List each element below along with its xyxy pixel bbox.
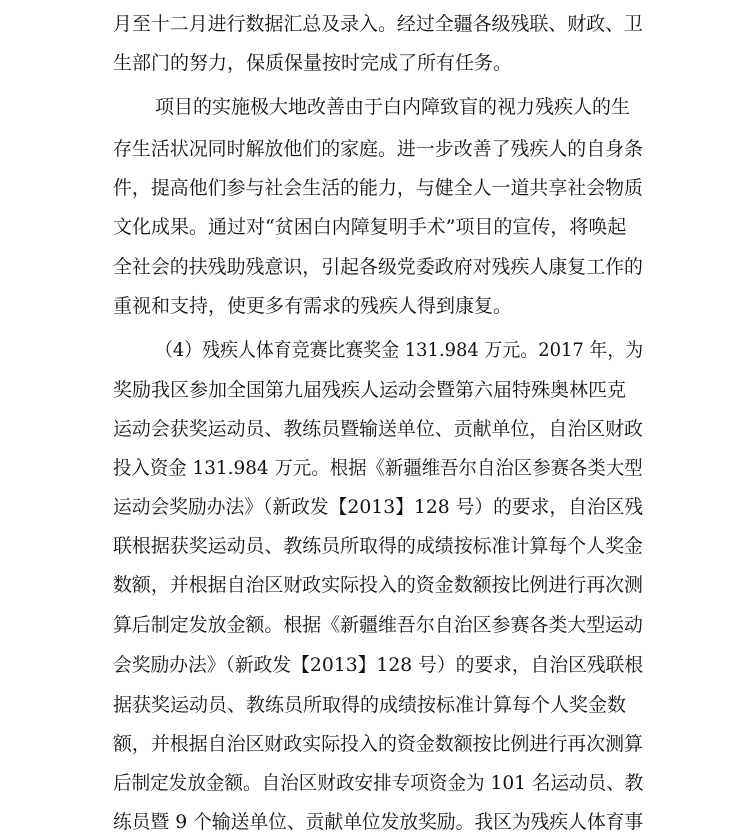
text-line: 运动会奖励办法》（新政发【2013】128 号）的要求，自治区残 bbox=[113, 496, 644, 518]
text-line: 后制定发放金额。自治区财政安排专项资金为 101 名运动员、教 bbox=[113, 772, 644, 794]
text-line: 奖励我区参加全国第九届残疾人运动会暨第六届特殊奥林匹克 bbox=[113, 379, 627, 401]
text-line: 项目的实施极大地改善由于白内障致盲的视力残疾人的生 bbox=[155, 96, 631, 118]
text-line: 练员暨 9 个输送单位、贡献单位发放奖励。我区为残疾人体育事 bbox=[113, 811, 644, 833]
text-line: 生部门的努力，保质保量按时完成了所有任务。 bbox=[113, 52, 513, 74]
text-line: 重视和支持，使更多有需求的残疾人得到康复。 bbox=[113, 295, 513, 317]
text-line: （4）残疾人体育竞赛比赛奖金 131.984 万元。2017 年，为 bbox=[155, 339, 644, 361]
text-line: 数额，并根据自治区财政实际投入的资金数额按比例进行再次测 bbox=[113, 574, 643, 596]
text-line: 存生活状况同时解放他们的家庭。进一步改善了残疾人的自身条 bbox=[113, 138, 643, 160]
text-line: 算后制定发放金额。根据《新疆维吾尔自治区参赛各类大型运动 bbox=[113, 614, 643, 636]
text-line: 联根据获奖运动员、教练员所取得的成绩按标准计算每个人奖金 bbox=[113, 535, 643, 557]
text-line: 件，提高他们参与社会生活的能力，与健全人一道共享社会物质 bbox=[113, 177, 643, 199]
text-line: 投入资金 131.984 万元。根据《新疆维吾尔自治区参赛各类大型 bbox=[113, 457, 643, 479]
text-line: 据获奖运动员、教练员所取得的成绩按标准计算每个人奖金数 bbox=[113, 694, 627, 716]
text-line: 全社会的扶残助残意识，引起各级党委政府对残疾人康复工作的 bbox=[113, 256, 643, 278]
text-line: 文化成果。通过对“贫困白内障复明手术”项目的宣传，将唤起 bbox=[113, 216, 627, 238]
text-line: 运动会获奖运动员、教练员暨输送单位、贡献单位，自治区财政 bbox=[113, 418, 643, 440]
text-line: 会奖励办法》（新政发【2013】128 号）的要求，自治区残联根 bbox=[113, 654, 644, 676]
text-line: 额，并根据自治区财政实际投入的资金数额按比例进行再次测算 bbox=[113, 733, 643, 755]
text-line: 月至十二月进行数据汇总及录入。经过全疆各级残联、财政、卫 bbox=[113, 13, 643, 35]
